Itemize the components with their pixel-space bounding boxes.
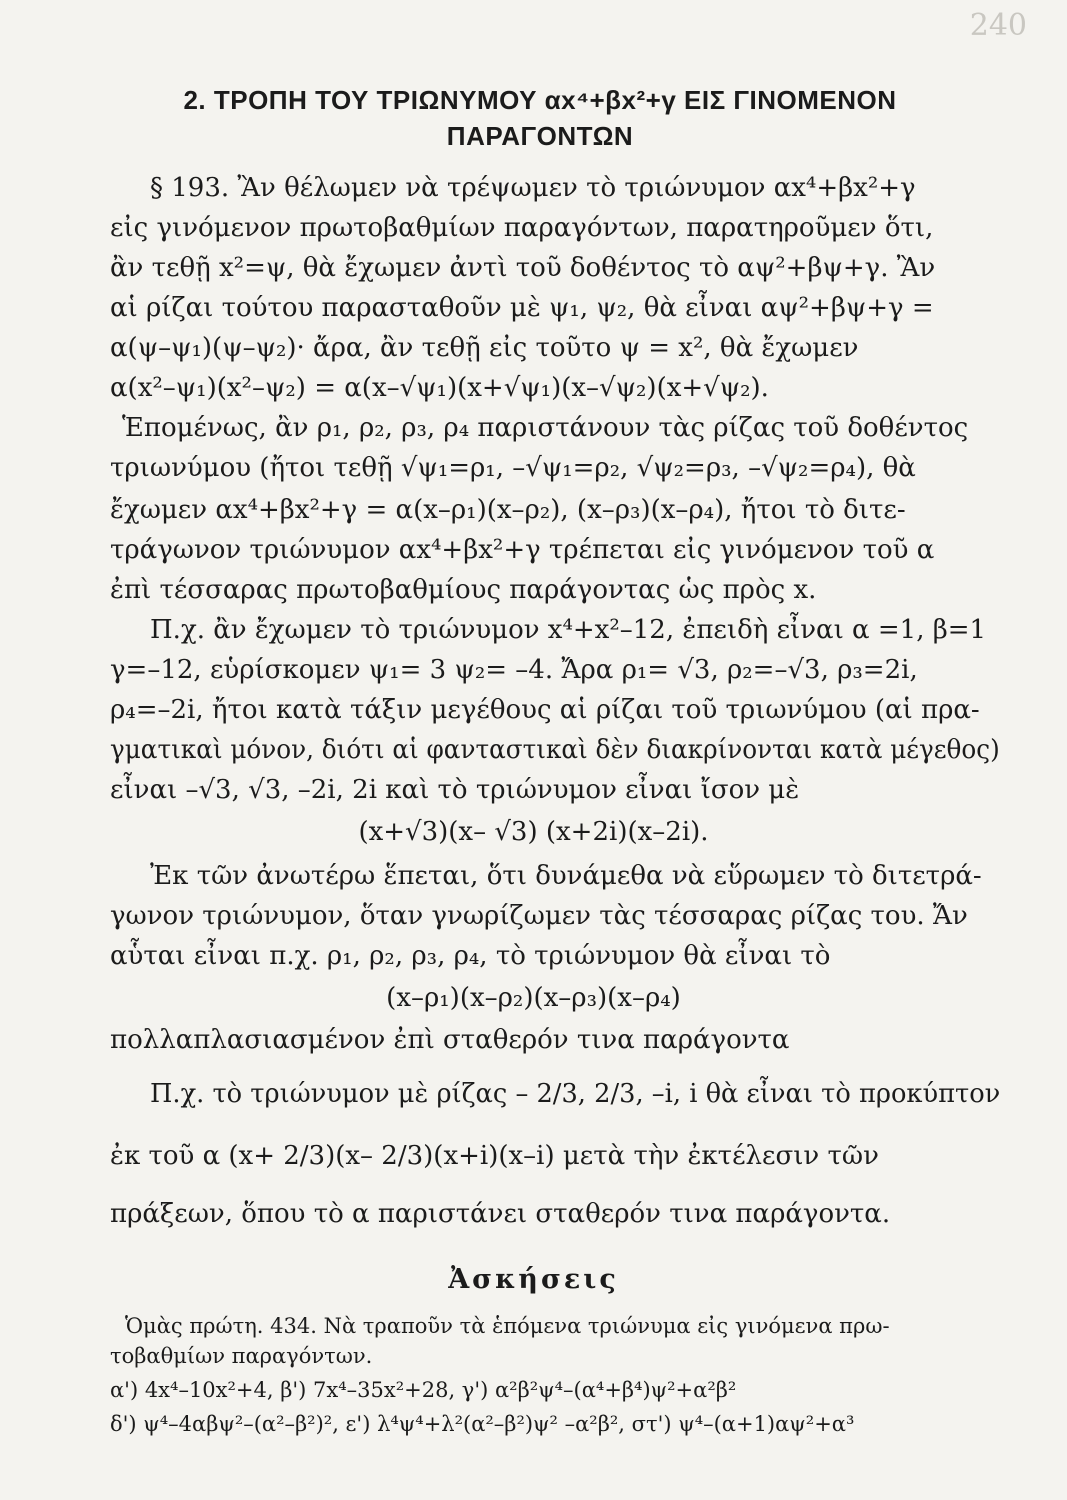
body-line: ρ₄=–2i, ἤτοι κατὰ τάξιν μεγέθους αἱ ρίζαι τοῦ τριωνύμου (αἱ πρα- (110, 695, 980, 725)
exercise-line: Ὁμὰς πρώτη. 434. Νὰ τραποῦν τὰ ἑπόμενα τριώνυμα εἰς γινόμενα πρω- (125, 1314, 890, 1338)
exercise-line: α') 4x⁴–10x²+4, β') 7x⁴–35x²+28, γ') α²β²ψ⁴–(α⁴+β⁴)ψ²+α²β² (110, 1378, 737, 1402)
body-line: ἔχωμεν αx⁴+βx²+γ = α(x–ρ₁)(x–ρ₂), (x–ρ₃)(x–ρ₄), ἤτοι τὸ διτε- (110, 495, 906, 525)
heading-line-2: ΠΑΡΑΓΟΝΤΩΝ (446, 121, 634, 151)
body-line: τράγωνον τριώνυμον αx⁴+βx²+γ τρέπεται εἰς γινόμενον τοῦ α (110, 535, 935, 565)
formula-line: (x+√3)(x– √3) (x+2i)(x–2i). (358, 817, 709, 847)
page-number: 240 (969, 8, 1027, 43)
body-line: α(x²–ψ₁)(x²–ψ₂) = α(x–√ψ₁)(x+√ψ₁)(x–√ψ₂)(x+√ψ₂). (110, 373, 769, 403)
body-line: α(ψ–ψ₁)(ψ–ψ₂)· ἄρα, ἂν τεθῇ εἰς τοῦτο ψ = x², θὰ ἔχωμεν (110, 333, 859, 363)
body-line: τριωνύμου (ἤτοι τεθῇ √ψ₁=ρ₁, –√ψ₁=ρ₂, √ψ₂=ρ₃, –√ψ₂=ρ₄), θὰ (110, 453, 916, 483)
body-line: αὗται εἶναι π.χ. ρ₁, ρ₂, ρ₃, ρ₄, τὸ τριώνυμον θὰ εἶναι τὸ (110, 941, 831, 971)
exercise-line: τοβαθμίων παραγόντων. (110, 1344, 373, 1368)
body-line: εἰς γινόμενον πρωτοβαθμίων παραγόντων, παρατηροῦμεν ὅτι, (110, 213, 934, 243)
body-line: Π.χ. ἂν ἔχωμεν τὸ τριώνυμον x⁴+x²–12, ἐπειδὴ εἶναι α =1, β=1 (150, 615, 987, 645)
exercises-title: Ἀσκήσεις (448, 1264, 619, 1295)
body-line: Ἐκ τῶν ἀνωτέρω ἕπεται, ὅτι δυνάμεθα νὰ εὕρωμεν τὸ διτετρά- (150, 861, 982, 891)
body-line: ἂν τεθῇ x²=ψ, θὰ ἔχωμεν ἀντὶ τοῦ δοθέντος τὸ αψ²+βψ+γ. Ἂν (110, 253, 936, 283)
body-line: § 193. Ἂν θέλωμεν νὰ τρέψωμεν τὸ τριώνυμον αx⁴+βx²+γ (150, 173, 916, 203)
section-heading (110, 82, 970, 154)
body-line: πράξεων, ὅπου τὸ α παριστάνει σταθερόν τινα παράγοντα. (110, 1199, 891, 1229)
body-line: γματικαὶ μόνον, διότι αἱ φανταστικαὶ δὲν διακρίνονται κατὰ μέγεθος) (110, 735, 1000, 765)
heading-line-1: 2. ΤΡΟΠΗ ΤΟΥ ΤΡΙΩΝΥΜΟΥ αx⁴+βx²+γ ΕΙΣ ΓΙΝΟΜΕΝΟΝ (183, 85, 897, 115)
body-line: ἐκ τοῦ α (x+ 2/3)(x– 2/3)(x+i)(x–i) μετὰ τὴν ἐκτέλεσιν τῶν (110, 1141, 879, 1171)
body-line: αἱ ρίζαι τούτου παρασταθοῦν μὲ ψ₁, ψ₂, θὰ εἶναι αψ²+βψ+γ = (110, 293, 934, 323)
exercise-line: δ') ψ⁴–4αβψ²–(α²–β²)², ε') λ⁴ψ⁴+λ²(α²–β²)ψ² –α²β², στ') ψ⁴–(α+1)αψ²+α³ (110, 1412, 855, 1436)
body-line: εἶναι –√3, √3, –2i, 2i καὶ τὸ τριώνυμον εἶναι ἴσον μὲ (110, 775, 800, 805)
body-line: Π.χ. τὸ τριώνυμον μὲ ρίζας – 2/3, 2/3, –i, i θὰ εἶναι τὸ προκύπτον (150, 1079, 1001, 1109)
body-line: γωνον τριώνυμον, ὅταν γνωρίζωμεν τὰς τέσσαρας ρίζας του. Ἄν (110, 901, 968, 931)
formula-line: (x–ρ₁)(x–ρ₂)(x–ρ₃)(x–ρ₄) (386, 983, 681, 1013)
body-line: γ=–12, εὑρίσκομεν ψ₁= 3 ψ₂= –4. Ἄρα ρ₁= √3, ρ₂=–√3, ρ₃=2i, (110, 655, 918, 685)
body-line: πολλαπλασιασμένον ἐπὶ σταθερόν τινα παράγοντα (110, 1025, 790, 1055)
body-line: ἐπὶ τέσσαρας πρωτοβαθμίους παράγοντας ὡς πρὸς x. (110, 575, 817, 605)
body-line: Ἑπομένως, ἂν ρ₁, ρ₂, ρ₃, ρ₄ παριστάνουν τὰς ρίζας τοῦ δοθέντος (122, 413, 969, 443)
